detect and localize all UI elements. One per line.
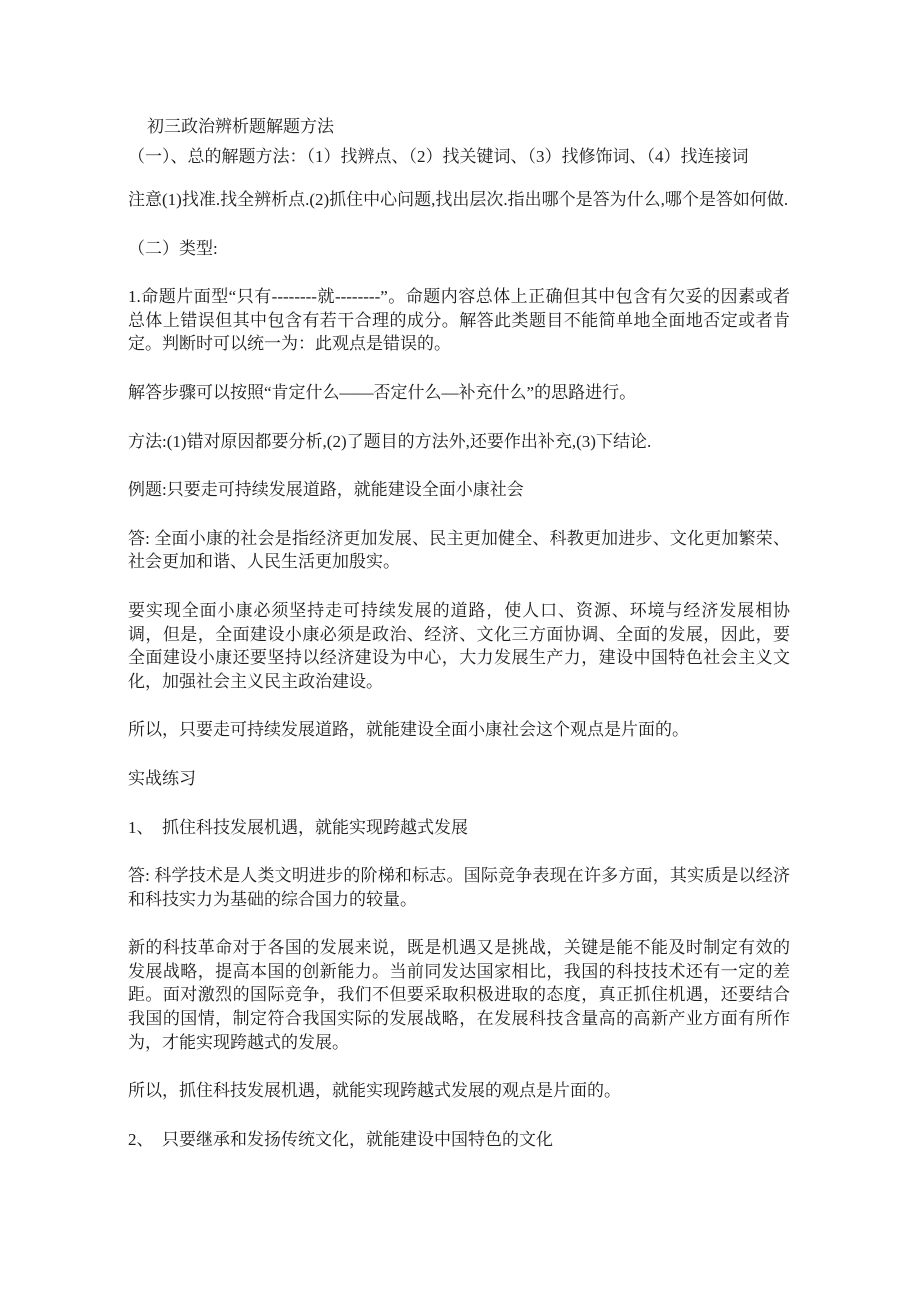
paragraph-example-question: 例题:只要走可持续发展道路，就能建设全面小康社会 (128, 480, 524, 500)
paragraph-practice-q1: 1、 抓住科技发展机遇，就能实现跨越式发展 (128, 817, 468, 837)
paragraph-practice-q2: 2、 只要继承和发扬传统文化，就能建设中国特色的文化 (128, 1129, 553, 1149)
paragraph-practice-heading: 实战练习 (128, 768, 196, 788)
paragraph-type-1: 1.命题片面型“只有--------就--------”。命题内容总体上正确但其中包含有欠妥的因素或者总体上错误但其中包含有若干合理的成分。解答此类题目不能简单地全面地否定或者肯定。判断时可以统一为：此观点是错误的。 (128, 287, 790, 354)
paragraph-note: 注意(1)找准.找全辨析点.(2)抓住中心问题,找出层次.指出哪个是答为什么,哪个是答如何做. (128, 190, 789, 209)
document-content (128, 112, 790, 1176)
paragraph-example-answer-1: 答: 全面小康的社会是指经济更加发展、民主更加健全、科教更加进步、文化更加繁荣、社会更加和谐、人民生活更加殷实。 (128, 528, 790, 572)
doc-method-line: （一）、总的解题方法：（1）找辨点、（2）找关键词、（3）找修饰词、（4）找连接词 (128, 147, 749, 166)
paragraph-example-answer-2: 要实现全面小康必须坚持走可持续发展的道路，使人口、资源、环境与经济发展相协调，但是，全面建设小康必须是政治、经济、文化三方面协调、全面的发展，因此，要全面建设小康还要坚持以经济建设为中心，大力发展生产力，建设中国特色社会主义文化，加强社会主义民主政治建设。 (128, 600, 790, 691)
paragraph-section-2-heading: （二）类型: (128, 238, 218, 258)
paragraph-answer-steps: 解答步骤可以按照“肯定什么——否定什么—补充什么”的思路进行。 (128, 382, 637, 402)
paragraph-practice-q1-answer-1: 答: 科学技术是人类文明进步的阶梯和标志。国际竞争表现在许多方面，其实质是以经济和科技实力为基础的综合国力的较量。 (128, 866, 790, 909)
doc-title: 初三政治辨析题解题方法 (147, 117, 334, 136)
paragraph-example-conclusion: 所以，只要走可持续发展道路，就能建设全面小康社会这个观点是片面的。 (128, 720, 689, 740)
paragraph-method: 方法:(1)错对原因都要分析,(2)了题目的方法外,还要作出补充,(3)下结论. (128, 431, 652, 451)
paragraph-practice-q1-conclusion: 所以，抓住科技发展机遇，就能实现跨越式发展的观点是片面的。 (128, 1081, 621, 1101)
paragraph-practice-q1-answer-2: 新的科技革命对于各国的发展来说，既是机遇又是挑战，关键是能不能及时制定有效的发展战略，提高本国的创新能力。当前同发达国家相比，我国的科技技术还有一定的差距。面对激烈的国际竞争，我们不但要采取积极进取的态度，真正抓住机遇，还要结合我国的国情，制定符合我国实际的发展战略，在发展科技含量高的高新产业方面有所作为，才能实现跨越式的发展。 (128, 938, 790, 1052)
